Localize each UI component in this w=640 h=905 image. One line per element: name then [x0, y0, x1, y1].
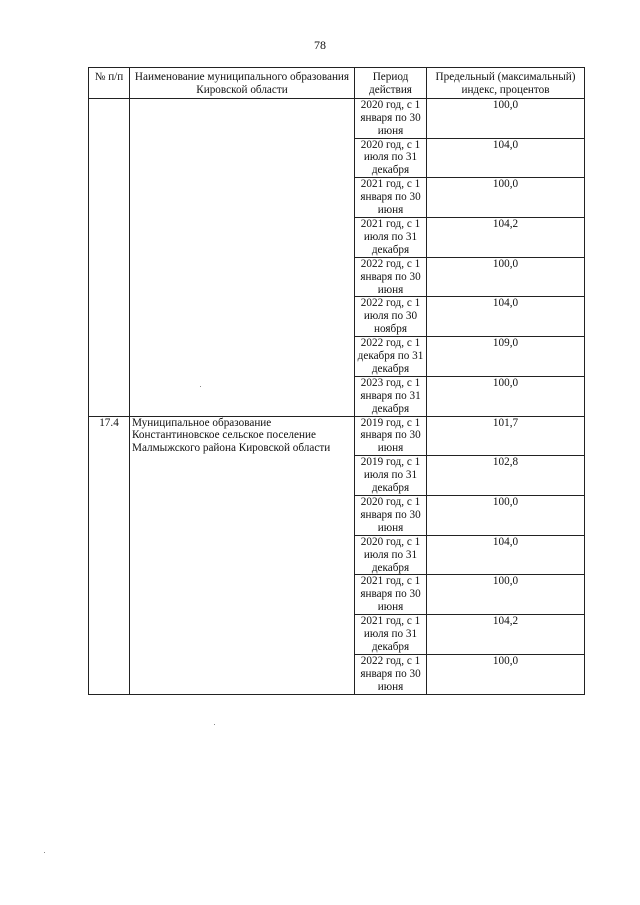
municipality-name	[130, 98, 355, 416]
period-cell: 2022 год, с 1 декабря по 31 декабря	[355, 337, 427, 377]
index-cell: 100,0	[427, 496, 585, 536]
row-number	[89, 98, 130, 416]
index-cell: 100,0	[427, 178, 585, 218]
period-cell: 2021 год, с 1 июля по 31 декабря	[355, 217, 427, 257]
page-number: 78	[314, 38, 326, 52]
period-cell: 2022 год, с 1 июля по 30 ноября	[355, 297, 427, 337]
period-cell: 2022 год, с 1 января по 30 июня	[355, 654, 427, 694]
index-cell: 104,0	[427, 138, 585, 178]
index-cell: 100,0	[427, 98, 585, 138]
period-cell: 2020 год, с 1 января по 30 июня	[355, 496, 427, 536]
period-cell: 2020 год, с 1 июля по 31 декабря	[355, 138, 427, 178]
header-municipality: Наименование муниципального образования Кировской области	[130, 68, 355, 99]
index-cell: 104,2	[427, 217, 585, 257]
header-period: Период действия	[355, 68, 427, 99]
period-cell: 2021 год, с 1 января по 30 июня	[355, 178, 427, 218]
period-cell: 2019 год, с 1 января по 30 июня	[355, 416, 427, 456]
index-cell: 109,0	[427, 337, 585, 377]
index-cell: 104,0	[427, 535, 585, 575]
table-body	[89, 98, 585, 694]
scan-speck	[214, 724, 215, 725]
index-cell: 100,0	[427, 575, 585, 615]
index-cell: 104,2	[427, 615, 585, 655]
header-number: № п/п	[89, 68, 130, 99]
period-cell: 2023 год, с 1 января по 31 декабря	[355, 376, 427, 416]
table-row	[89, 98, 585, 138]
table-header-row	[89, 68, 585, 99]
tariff-index-table	[88, 67, 585, 695]
index-cell: 100,0	[427, 654, 585, 694]
row-number: 17.4	[89, 416, 130, 694]
header-index: Предельный (максимальный) индекс, процентов	[427, 68, 585, 99]
scan-speck	[44, 852, 45, 853]
period-cell: 2019 год, с 1 июля по 31 декабря	[355, 456, 427, 496]
index-cell: 104,0	[427, 297, 585, 337]
index-cell: 100,0	[427, 376, 585, 416]
period-cell: 2021 год, с 1 января по 30 июня	[355, 575, 427, 615]
period-cell: 2020 год, с 1 января по 30 июня	[355, 98, 427, 138]
index-cell: 100,0	[427, 257, 585, 297]
index-cell: 102,8	[427, 456, 585, 496]
index-cell: 101,7	[427, 416, 585, 456]
scan-speck	[200, 386, 201, 387]
table-row	[89, 416, 585, 456]
period-cell: 2021 год, с 1 июля по 31 декабря	[355, 615, 427, 655]
municipality-name: Муниципальное образование Константиновское сельское поселение Малмыжского района Кировской области	[130, 416, 355, 694]
period-cell: 2020 год, с 1 июля по 31 декабря	[355, 535, 427, 575]
period-cell: 2022 год, с 1 января по 30 июня	[355, 257, 427, 297]
